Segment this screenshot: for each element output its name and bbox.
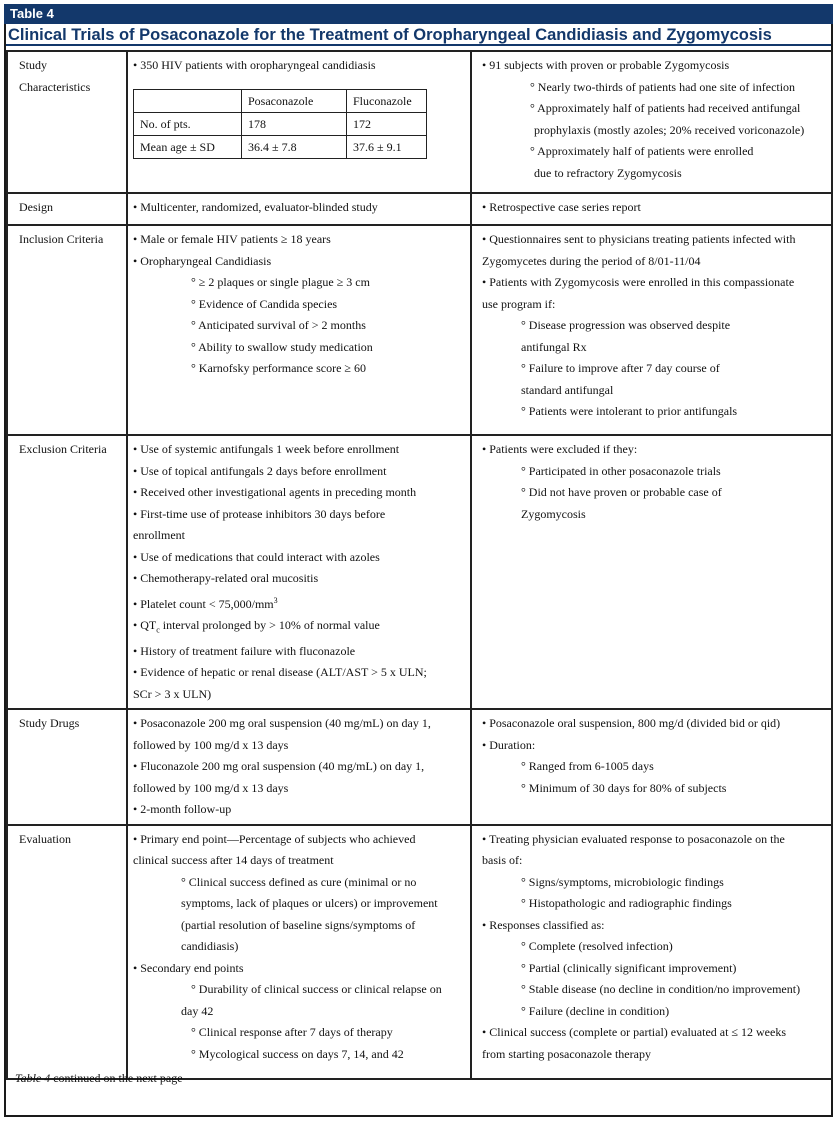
posaconazole-oral-cell <box>127 51 471 193</box>
design-left-cell <box>127 193 471 225</box>
table-cell: 178 <box>242 112 347 135</box>
bullet-item-cont: basis of: <box>482 853 523 868</box>
sub-item: ° Ability to swallow study medication <box>191 339 373 354</box>
bullet-item: • Retrospective case series report <box>482 200 641 214</box>
label-cell: Exclusion Criteria <box>7 435 127 709</box>
bullet-item-cont: Zygomycetes during the period of 8/01-11/04 <box>482 253 701 268</box>
sub-item: ° Did not have proven or probable case of <box>521 485 722 499</box>
evaluation-right-cell <box>471 825 832 1079</box>
bullet-item: • Fluconazole 200 mg oral suspension (40 mg/mL) on day 1, <box>133 759 425 774</box>
sub-item: ° Clinical response after 7 days of therapy <box>191 1025 393 1040</box>
table-title: Clinical Trials of Posaconazole for the Treatment of Oropharyngeal Candidiasis and Zygomycosis <box>6 24 831 46</box>
bullet-item: • History of treatment failure with fluconazole <box>133 643 356 658</box>
table-cell: No. of pts. <box>134 112 242 135</box>
sub-item: ° ≥ 2 plaques or single plague ≥ 3 cm <box>191 275 370 289</box>
table-row <box>134 89 427 112</box>
demographics-table <box>133 89 427 159</box>
drugs-right-cell <box>471 709 832 825</box>
row-study-drugs <box>7 709 832 825</box>
inclusion-right-cell <box>471 225 832 435</box>
bullet-item: • Responses classified as: <box>482 917 605 932</box>
bullet-item: • Patients were excluded if they: <box>482 442 638 456</box>
bullet-item: • Use of medications that could interact with azoles <box>133 549 380 564</box>
bullet-item: • Chemotherapy-related oral mucositis <box>133 571 319 585</box>
bullet-item <box>133 590 466 616</box>
row-evaluation <box>7 825 832 1079</box>
zygomycosis-cell <box>471 51 832 193</box>
bullet-item-cont: enrollment <box>133 528 185 542</box>
superscript: 3 <box>273 595 278 605</box>
label-cell: Inclusion Criteria <box>7 225 127 435</box>
table-cell <box>134 89 242 112</box>
bullet-item: • Multicenter, randomized, evaluator-blinded study <box>133 200 378 214</box>
bullet-item-cont: from starting posaconazole therapy <box>482 1046 651 1061</box>
table-header: Fluconazole <box>347 89 427 112</box>
sub-item-cont: Zygomycosis <box>521 506 586 521</box>
note-italic: Table 4 <box>15 1071 51 1085</box>
bullet-item: • Received other investigational agents in preceding month <box>133 485 417 499</box>
subscript: c <box>156 625 160 635</box>
sub-item: ° Nearly two-thirds of patients had one site of infection <box>530 79 796 94</box>
qt-rest: interval prolonged by > 10% of normal value <box>159 618 380 632</box>
drugs-left-cell <box>127 709 471 825</box>
bullet-item-cont: clinical success after 14 days of treatment <box>133 853 334 868</box>
bullet-item: • 91 subjects with proven or probable Zygomycosis <box>482 58 730 72</box>
bullet-item: • Evidence of hepatic or renal disease (ALT/AST > 5 x ULN; <box>133 665 427 680</box>
sub-item: ° Histopathologic and radiographic findings <box>521 896 732 911</box>
bullet-item <box>133 615 466 641</box>
table-row <box>134 112 427 135</box>
table-cell: 37.6 ± 9.1 <box>347 135 427 158</box>
table-cell: 36.4 ± 7.8 <box>242 135 347 158</box>
sub-item-cont: (partial resolution of baseline signs/symptoms of <box>181 917 416 932</box>
sub-item-cont: symptoms, lack of plaques or ulcers) or improvement <box>181 896 438 911</box>
platelet-text: • Platelet count < 75,000/mm <box>133 596 274 611</box>
sub-item: ° Ranged from 6-1005 days <box>521 759 654 774</box>
bullet-item: • Treating physician evaluated response to posaconazole on the <box>482 831 785 846</box>
exclusion-right-cell <box>471 435 832 709</box>
design-right-cell <box>471 193 832 225</box>
sub-item: ° Mycological success on days 7, 14, and 42 <box>191 1046 404 1061</box>
bullet-item: • Questionnaires sent to physicians treating patients infected with <box>482 232 796 246</box>
bullet-item: • Use of topical antifungals 2 days before enrollment <box>133 463 387 478</box>
sub-item: ° Stable disease (no decline in condition/no improvement) <box>521 982 801 997</box>
sub-item-cont: due to refractory Zygomycosis <box>534 165 682 180</box>
label-line: Characteristics <box>19 79 91 94</box>
table-tag: Table 4 <box>4 4 833 24</box>
sub-item: ° Minimum of 30 days for 80% of subjects <box>521 780 727 795</box>
bullet-item-cont: use program if: <box>482 296 556 311</box>
bullet-item-cont: SCr > 3 x ULN) <box>133 686 212 701</box>
row-study-characteristics <box>7 51 832 193</box>
label-line: Study <box>19 58 48 72</box>
inclusion-left-cell <box>127 225 471 435</box>
sub-item: ° Approximately half of patients were enrolled <box>530 144 754 158</box>
row-design <box>7 193 832 225</box>
sub-item-cont: candidiasis) <box>181 939 239 954</box>
label-cell: Design <box>7 193 127 225</box>
label-cell: Study Drugs <box>7 709 127 825</box>
bullet-item: • Primary end point—Percentage of subjects who achieved <box>133 831 416 846</box>
bullet-item: • 350 HIV patients with oropharyngeal candidiasis <box>133 58 376 72</box>
sub-item: ° Evidence of Candida species <box>191 296 338 311</box>
bullet-item: • Duration: <box>482 737 536 752</box>
label-cell <box>7 51 127 193</box>
exclusion-left-cell <box>127 435 471 709</box>
sub-item: ° Durability of clinical success or clinical relapse on <box>191 982 442 997</box>
sub-item: ° Failure (decline in condition) <box>521 1003 670 1018</box>
bullet-item: • 2-month follow-up <box>133 802 232 817</box>
sub-item: ° Complete (resolved infection) <box>521 939 673 954</box>
bullet-item: • Secondary end points <box>133 960 244 975</box>
sub-item: ° Participated in other posaconazole trials <box>521 463 721 478</box>
sub-item-cont: standard antifungal <box>521 382 614 397</box>
sub-item: ° Partial (clinically significant improvement) <box>521 960 737 975</box>
sub-item: ° Karnofsky performance score ≥ 60 <box>191 361 366 375</box>
sub-item: ° Anticipated survival of > 2 months <box>191 318 366 332</box>
sub-item: ° Approximately half of patients had received antifungal <box>530 101 801 115</box>
evaluation-left-cell <box>127 825 471 1079</box>
bullet-item-cont: followed by 100 mg/d x 13 days <box>133 737 289 752</box>
sub-item-cont: prophylaxis (mostly azoles; 20% received voriconazole) <box>534 122 805 137</box>
sub-item-cont: day 42 <box>181 1003 214 1018</box>
sub-item: ° Clinical success defined as cure (minimal or no <box>181 874 417 889</box>
bullet-item: • Male or female HIV patients ≥ 18 years <box>133 232 331 246</box>
continued-note <box>15 1071 183 1086</box>
sub-item: ° Signs/symptoms, microbiologic findings <box>521 874 724 889</box>
clinical-trials-table <box>6 50 833 1080</box>
sub-item: ° Patients were intolerant to prior antifungals <box>521 404 738 418</box>
bullet-item-cont: followed by 100 mg/d x 13 days <box>133 780 289 795</box>
table-cell: 172 <box>347 112 427 135</box>
bullet-item: • Posaconazole oral suspension, 800 mg/d (divided bid or qid) <box>482 716 781 731</box>
table-header: Posaconazole <box>242 89 347 112</box>
sub-item: ° Failure to improve after 7 day course of <box>521 361 720 375</box>
sub-item: ° Disease progression was observed despite <box>521 318 731 332</box>
bullet-item: • Posaconazole 200 mg oral suspension (40 mg/mL) on day 1, <box>133 716 431 731</box>
table-row <box>134 135 427 158</box>
table-cell: Mean age ± SD <box>134 135 242 158</box>
bullet-item: • Patients with Zygomycosis were enrolled in this compassionate <box>482 275 795 289</box>
bullet-item: • Oropharyngeal Candidiasis <box>133 253 272 268</box>
note-text: continued on the next page <box>50 1071 183 1085</box>
row-exclusion <box>7 435 832 709</box>
sub-item-cont: antifungal Rx <box>521 339 587 354</box>
row-inclusion <box>7 225 832 435</box>
label-cell: Evaluation <box>7 825 127 1079</box>
bullet-item: • Use of systemic antifungals 1 week before enrollment <box>133 442 400 456</box>
bullet-item: • First-time use of protease inhibitors 30 days before <box>133 506 386 521</box>
qt-text: • QT <box>133 618 157 632</box>
bullet-item: • Clinical success (complete or partial) evaluated at ≤ 12 weeks <box>482 1025 787 1040</box>
